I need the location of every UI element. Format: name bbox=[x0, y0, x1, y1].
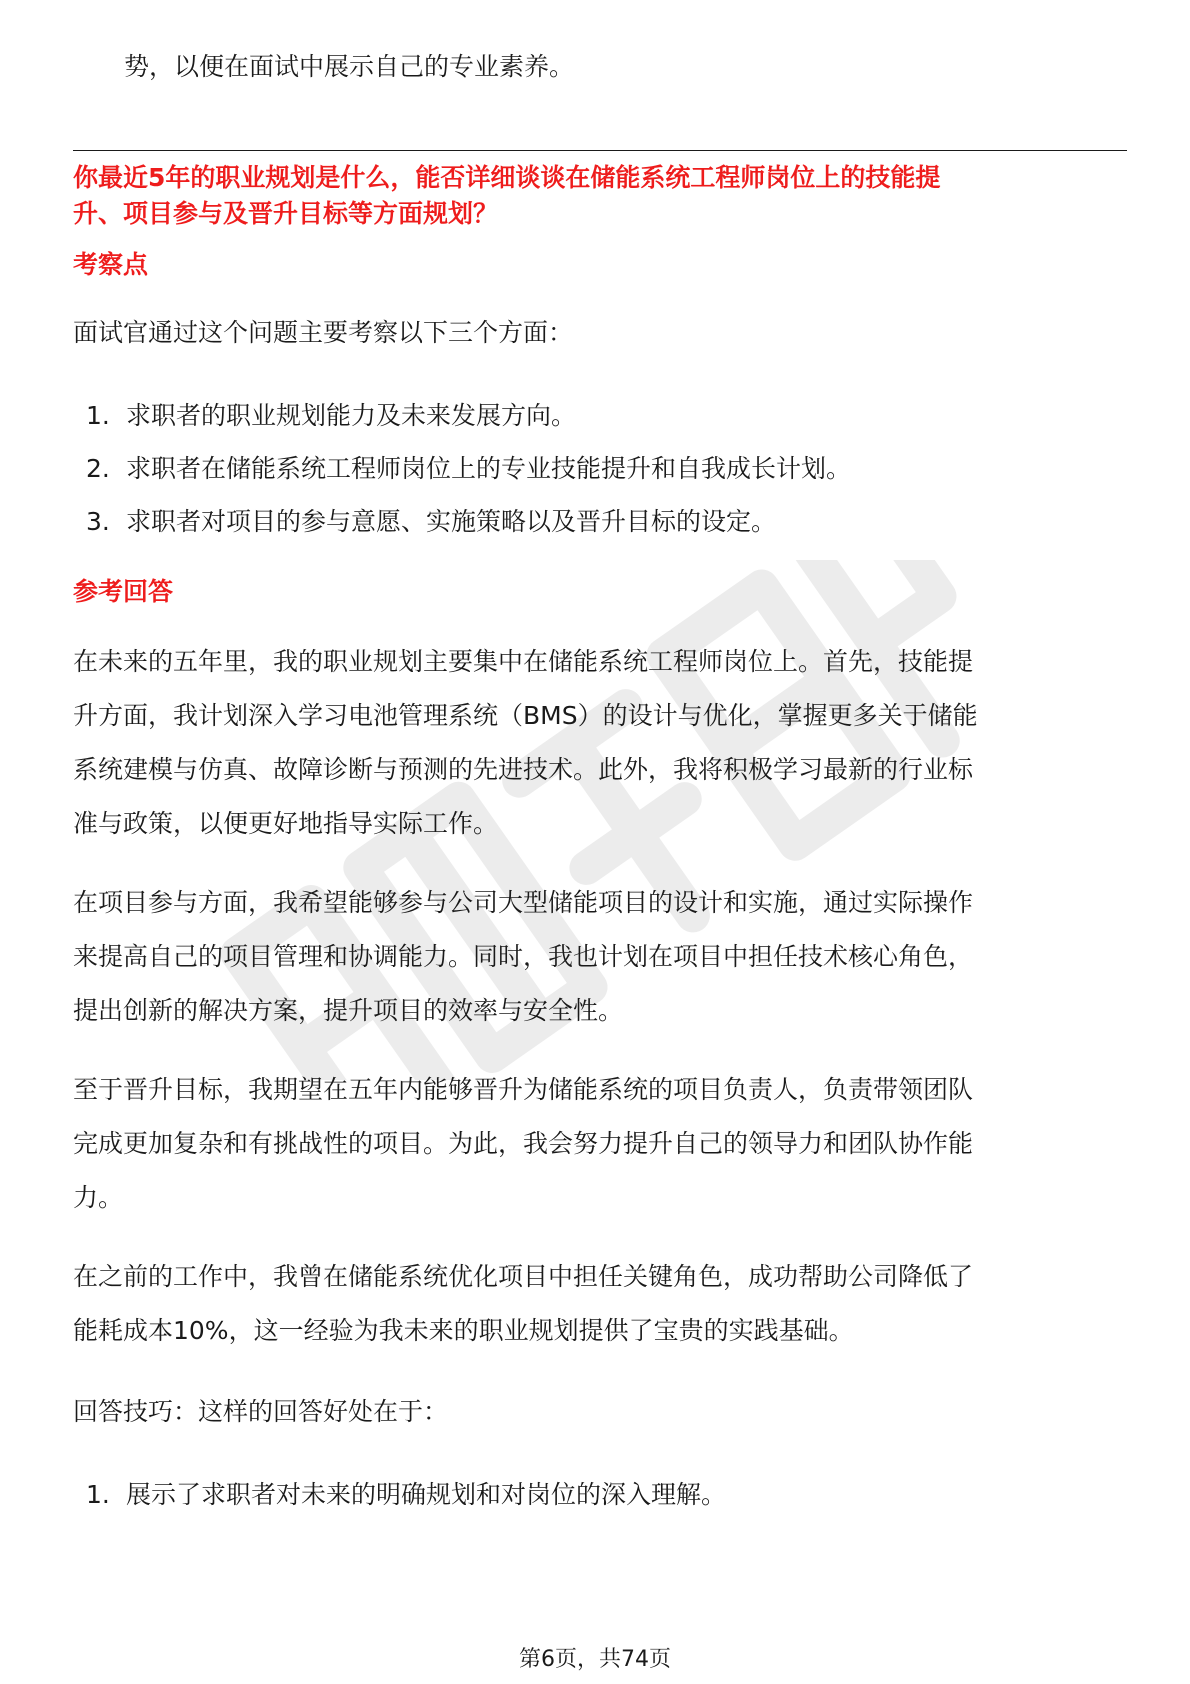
intro-fragment: 势，以便在面试中展示自己的专业素养。 bbox=[124, 52, 575, 81]
list-number: 1. bbox=[86, 1480, 110, 1509]
examine-heading: 考察点 bbox=[73, 250, 149, 279]
list-number: 1. bbox=[86, 401, 110, 430]
question-line-1: 你最近5年的职业规划是什么，能否详细谈谈在储能系统工程师岗位上的技能提 bbox=[73, 163, 941, 192]
question-line-2: 升、项目参与及晋升目标等方面规划？ bbox=[73, 199, 499, 228]
answer-para1-line: 升方面，我计划深入学习电池管理系统（BMS）的设计与优化，掌握更多关于储能 bbox=[73, 701, 978, 730]
divider bbox=[73, 150, 1127, 151]
answer-para2-line: 来提高自己的项目管理和协调能力。同时，我也计划在项目中担任技术核心角色， bbox=[73, 942, 974, 971]
answer-para2-line: 在项目参与方面，我希望能够参与公司大型储能项目的设计和实施，通过实际操作 bbox=[73, 888, 974, 917]
list-number: 3. bbox=[86, 507, 110, 536]
examine-intro: 面试官通过这个问题主要考察以下三个方面： bbox=[73, 318, 574, 347]
answer-para3-line: 力。 bbox=[73, 1183, 124, 1212]
list-text: 求职者的职业规划能力及未来发展方向。 bbox=[126, 401, 577, 430]
examine-item-3 bbox=[86, 507, 776, 537]
list-text: 求职者在储能系统工程师岗位上的专业技能提升和自我成长计划。 bbox=[126, 454, 852, 483]
answer-para3-line: 完成更加复杂和有挑战性的项目。为此，我会努力提升自己的领导力和团队协作能 bbox=[73, 1129, 974, 1158]
answer-para2-line: 提出创新的解决方案，提升项目的效率与安全性。 bbox=[73, 996, 624, 1025]
examine-item-2 bbox=[86, 454, 851, 484]
answer-para1-line: 系统建模与仿真、故障诊断与预测的先进技术。此外，我将积极学习最新的行业标 bbox=[73, 755, 974, 784]
examine-item-1 bbox=[86, 401, 576, 431]
list-text: 求职者对项目的参与意愿、实施策略以及晋升目标的设定。 bbox=[126, 507, 777, 536]
page-footer: 第6页，共74页 bbox=[519, 1647, 671, 1672]
tips-item-1 bbox=[86, 1480, 726, 1510]
answer-heading: 参考回答 bbox=[73, 577, 174, 606]
answer-para3-line: 至于晋升目标，我期望在五年内能够晋升为储能系统的项目负责人，负责带领团队 bbox=[73, 1075, 974, 1104]
answer-para4-line: 能耗成本10%，这一经验为我未来的职业规划提供了宝贵的实践基础。 bbox=[73, 1316, 854, 1345]
answer-para4-line: 在之前的工作中，我曾在储能系统优化项目中担任关键角色，成功帮助公司降低了 bbox=[73, 1262, 974, 1291]
tips-label: 回答技巧：这样的回答好处在于： bbox=[73, 1397, 449, 1426]
list-number: 2. bbox=[86, 454, 110, 483]
answer-para1-line: 准与政策，以便更好地指导实际工作。 bbox=[73, 809, 499, 838]
list-text: 展示了求职者对未来的明确规划和对岗位的深入理解。 bbox=[126, 1480, 727, 1509]
answer-para1-line: 在未来的五年里，我的职业规划主要集中在储能系统工程师岗位上。首先，技能提 bbox=[73, 647, 974, 676]
